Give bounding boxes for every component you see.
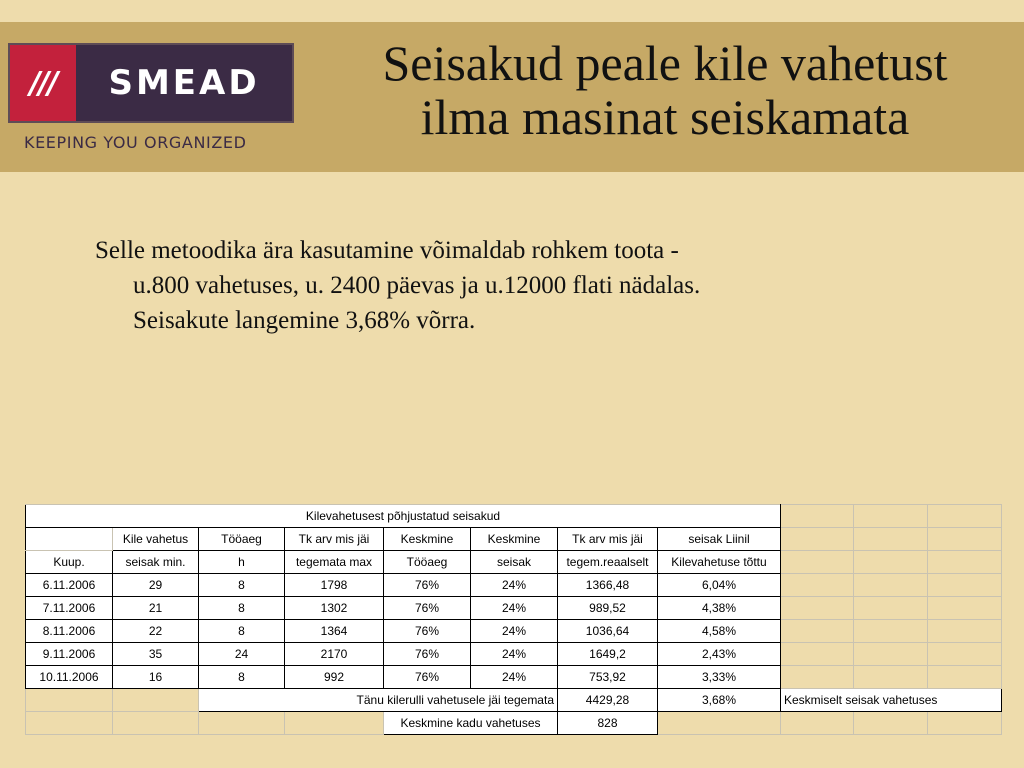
- logo-box: [8, 43, 294, 123]
- empty-cell: [854, 643, 928, 666]
- table-caption: Kilevahetusest põhjustatud seisakud: [26, 505, 781, 528]
- header-row-1: [26, 528, 1002, 551]
- table-cell: 24%: [471, 643, 558, 666]
- empty-cell: [658, 712, 781, 735]
- table-cell: 35: [113, 643, 199, 666]
- empty-cell: [928, 597, 1002, 620]
- header-cell: Kuup.: [26, 551, 113, 574]
- empty-cell: [113, 712, 199, 735]
- header-cell: seisak Liinil: [658, 528, 781, 551]
- header-cell: Keskmine: [384, 528, 471, 551]
- title-line-2: ilma masinat seiskamata: [420, 89, 910, 145]
- empty-cell: [928, 666, 1002, 689]
- empty-cell: [781, 574, 854, 597]
- table-cell: 24: [199, 643, 285, 666]
- table-cell: 76%: [384, 620, 471, 643]
- summary-row-1: [26, 689, 1002, 712]
- table-row: [26, 643, 1002, 666]
- table-cell: 21: [113, 597, 199, 620]
- table-cell: 4,58%: [658, 620, 781, 643]
- summary-row-2: [26, 712, 1002, 735]
- empty-cell: [781, 551, 854, 574]
- table-row: [26, 666, 1002, 689]
- table-cell: 992: [285, 666, 384, 689]
- empty-cell: [781, 528, 854, 551]
- table-cell: 1302: [285, 597, 384, 620]
- empty-cell: [854, 551, 928, 574]
- table-row: [26, 597, 1002, 620]
- header-cell: tegemata max: [285, 551, 384, 574]
- table-cell: 2170: [285, 643, 384, 666]
- empty-cell: [113, 689, 199, 712]
- table-cell: 10.11.2006: [26, 666, 113, 689]
- header-cell: Tööaeg: [199, 528, 285, 551]
- header-row-2: [26, 551, 1002, 574]
- table-cell: 1649,2: [558, 643, 658, 666]
- table-cell: 2,43%: [658, 643, 781, 666]
- avg-loss-value: 828: [558, 712, 658, 735]
- table-cell: 8: [199, 620, 285, 643]
- header-cell: Kilevahetuse tõttu: [658, 551, 781, 574]
- logo-mark-icon: ///: [10, 45, 76, 121]
- header-cell: Tk arv mis jäi: [285, 528, 384, 551]
- title-line-1: Seisakud peale kile vahetust: [382, 35, 948, 91]
- empty-cell: [854, 712, 928, 735]
- empty-cell: [854, 505, 928, 528]
- table-cell: 6,04%: [658, 574, 781, 597]
- summary-note: Keskmiselt seisak vahetuses: [781, 689, 1002, 712]
- table-cell: 8: [199, 574, 285, 597]
- smead-logo: [8, 43, 294, 163]
- table-cell: 16: [113, 666, 199, 689]
- body-line-2: u.800 vahetuses, u. 2400 päevas ja u.12000 flati nädalas.: [133, 272, 701, 299]
- table-cell: 3,33%: [658, 666, 781, 689]
- table-cell: 8.11.2006: [26, 620, 113, 643]
- table-cell: 4,38%: [658, 597, 781, 620]
- header-cell: Keskmine: [471, 528, 558, 551]
- body-line-3: Seisakute langemine 3,68% võrra.: [133, 307, 476, 334]
- table-cell: 1036,64: [558, 620, 658, 643]
- empty-cell: [854, 597, 928, 620]
- empty-cell: [928, 712, 1002, 735]
- table-cell: 8: [199, 597, 285, 620]
- table-cell: 76%: [384, 666, 471, 689]
- table-cell: 753,92: [558, 666, 658, 689]
- header-cell: h: [199, 551, 285, 574]
- table-cell: 76%: [384, 574, 471, 597]
- table-cell: 76%: [384, 643, 471, 666]
- table-row: [26, 620, 1002, 643]
- table-cell: 22: [113, 620, 199, 643]
- table-cell: 24%: [471, 597, 558, 620]
- table-cell: 24%: [471, 620, 558, 643]
- table-cell: 989,52: [558, 597, 658, 620]
- header-cell: Kile vahetus: [113, 528, 199, 551]
- body-line-1: Selle metoodika ära kasutamine võimaldab rohkem toota -: [95, 237, 679, 264]
- slide-title: [306, 36, 1024, 144]
- table-cell: 29: [113, 574, 199, 597]
- logo-tagline: KEEPING YOU ORGANIZED: [24, 133, 247, 152]
- empty-cell: [854, 620, 928, 643]
- summary-label: Tänu kilerulli vahetusele jäi tegemata: [199, 689, 558, 712]
- empty-cell: [928, 505, 1002, 528]
- table-cell: 8: [199, 666, 285, 689]
- empty-cell: [928, 551, 1002, 574]
- empty-cell: [781, 712, 854, 735]
- table-cell: 7.11.2006: [26, 597, 113, 620]
- header-cell: tegem.reaalselt: [558, 551, 658, 574]
- summary-percent: 3,68%: [658, 689, 781, 712]
- logo-brand: SMEAD: [108, 63, 260, 103]
- empty-cell: [928, 528, 1002, 551]
- empty-cell: [854, 574, 928, 597]
- empty-cell: [928, 620, 1002, 643]
- table-cell: 6.11.2006: [26, 574, 113, 597]
- empty-cell: [199, 712, 285, 735]
- empty-cell: [781, 666, 854, 689]
- summary-value: 4429,28: [558, 689, 658, 712]
- header-cell: Tööaeg: [384, 551, 471, 574]
- table-cell: 76%: [384, 597, 471, 620]
- table-cell: 1366,48: [558, 574, 658, 597]
- downtime-table: [25, 504, 1002, 735]
- table-cell: 1364: [285, 620, 384, 643]
- empty-cell: [26, 712, 113, 735]
- avg-loss-label: Keskmine kadu vahetuses: [384, 712, 558, 735]
- table-cell: 9.11.2006: [26, 643, 113, 666]
- empty-cell: [781, 597, 854, 620]
- empty-cell: [854, 528, 928, 551]
- table-row: [26, 574, 1002, 597]
- empty-cell: [854, 666, 928, 689]
- header-cell: seisak min.: [113, 551, 199, 574]
- table-caption-row: [26, 505, 1002, 528]
- empty-cell: [26, 689, 113, 712]
- header-cell: seisak: [471, 551, 558, 574]
- table-cell: 24%: [471, 574, 558, 597]
- table-cell: 1798: [285, 574, 384, 597]
- header-cell: Tk arv mis jäi: [558, 528, 658, 551]
- empty-cell: [781, 620, 854, 643]
- body-paragraph: [95, 233, 995, 338]
- table-cell: 24%: [471, 666, 558, 689]
- empty-cell: [781, 505, 854, 528]
- header-cell: [26, 528, 113, 551]
- empty-cell: [285, 712, 384, 735]
- empty-cell: [928, 574, 1002, 597]
- empty-cell: [928, 643, 1002, 666]
- empty-cell: [781, 643, 854, 666]
